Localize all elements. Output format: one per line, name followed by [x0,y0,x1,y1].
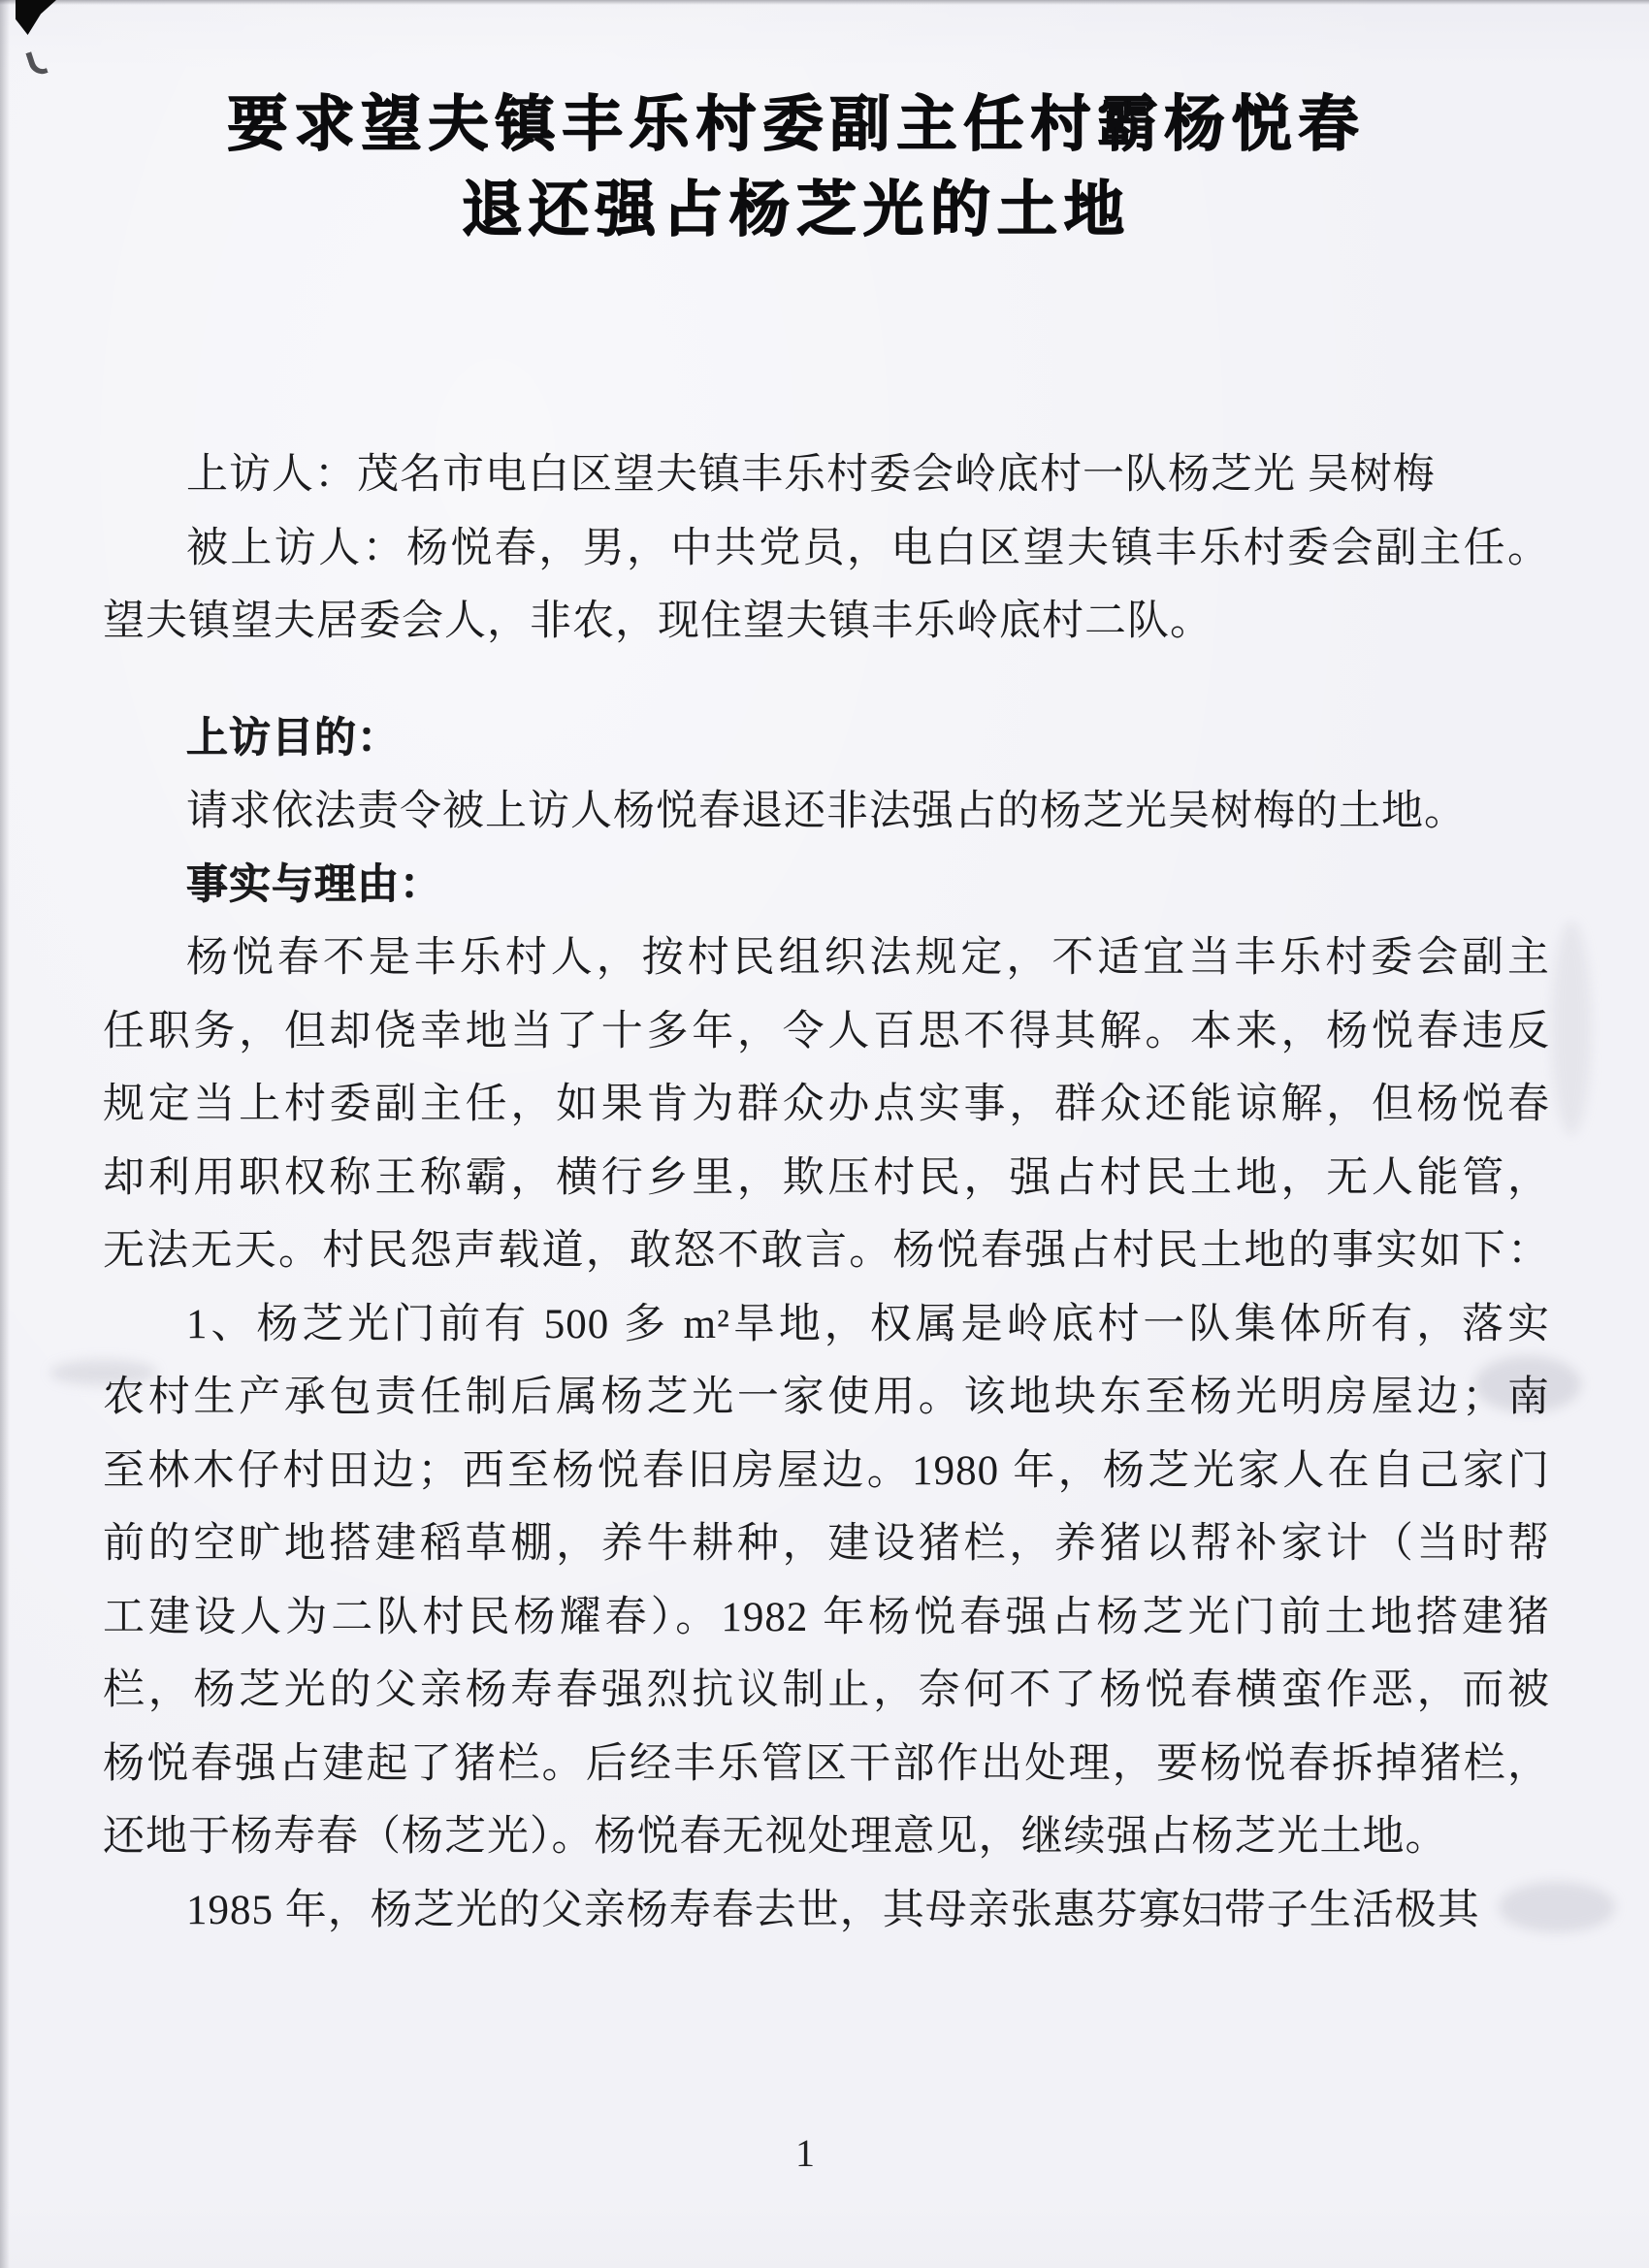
body-line: 任职务，但却侥幸地当了十多年，令人百思不得其解。本来，杨悦春违反 [103,1008,1550,1054]
body-line-petitioner: 上访人：茂名市电白区望夫镇丰乐村委会岭底村一队杨芝光 吴树梅 [186,452,1436,498]
body-line: 杨悦春强占建起了猪栏。后经丰乐管区干部作出处理，要杨悦春拆掉猪栏， [103,1740,1550,1787]
document-title-line-1: 要求望夫镇丰乐村委副主任村霸杨悦春 [227,88,1366,159]
body-line: 1985 年，杨芝光的父亲杨寿春去世，其母亲张惠芬寡妇带子生活极其 [186,1887,1480,1933]
body-line: 却利用职权称王称霸，横行乡里，欺压村民，强占村民土地，无人能管， [103,1154,1550,1201]
document-body [103,438,1550,1947]
scan-edge-artifact-top [0,0,1649,5]
body-line: 望夫镇望夫居委会人，非农，现住望夫镇丰乐岭底村二队。 [103,599,1212,644]
document-title [0,81,1649,252]
body-line-item-1: 1、杨芝光门前有 500 多 m²旱地，权属是岭底村一队集体所有，落实 [186,1301,1550,1347]
body-line: 工建设人为二队村民杨耀春）。1982 年杨悦春强占杨芝光门前土地搭建猪 [103,1594,1550,1640]
page-number: 1 [795,2131,815,2175]
scan-pen-mark-artifact [25,49,48,78]
body-line-request: 请求依法责令被上访人杨悦春退还非法强占的杨芝光吴树梅的土地。 [186,789,1467,834]
body-line: 农村生产承包责任制后属杨芝光一家使用。该地块东至杨光明房屋边；南 [103,1375,1550,1420]
section-heading-purpose: 上访目的： [186,715,400,761]
body-line: 规定当上村委副主任，如果肯为群众办点实事，群众还能谅解，但杨悦春 [103,1082,1550,1127]
body-line: 至林木仔村田边；西至杨悦春旧房屋边。1980 年，杨芝光家人在自己家门 [103,1447,1550,1494]
section-heading-facts: 事实与理由： [186,861,442,908]
body-line: 无法无天。村民怨声载道，敢怒不敢言。杨悦春强占村民土地的事实如下： [103,1228,1550,1274]
body-line-respondent: 被上访人：杨悦春，男，中共党员，电白区望夫镇丰乐村委会副主任。 [186,525,1550,571]
scan-smudge-artifact [1552,922,1591,1135]
body-line: 前的空旷地搭建稻草棚，养牛耕种，建设猪栏，养猪以帮补家计（当时帮 [103,1521,1550,1567]
document-title-line-2: 退还强占杨芝光的土地 [461,174,1131,244]
scan-corner-artifact [16,0,56,35]
body-line: 栏，杨芝光的父亲杨寿春强烈抗议制止，奈何不了杨悦春横蛮作恶，而被 [103,1668,1550,1713]
body-line: 杨悦春不是丰乐村人，按村民组织法规定，不适宜当丰乐村委会副主 [186,935,1550,981]
scan-edge-artifact-left [0,0,10,2268]
body-line: 还地于杨寿春（杨芝光）。杨悦春无视处理意见，继续强占杨芝光土地。 [103,1814,1448,1860]
